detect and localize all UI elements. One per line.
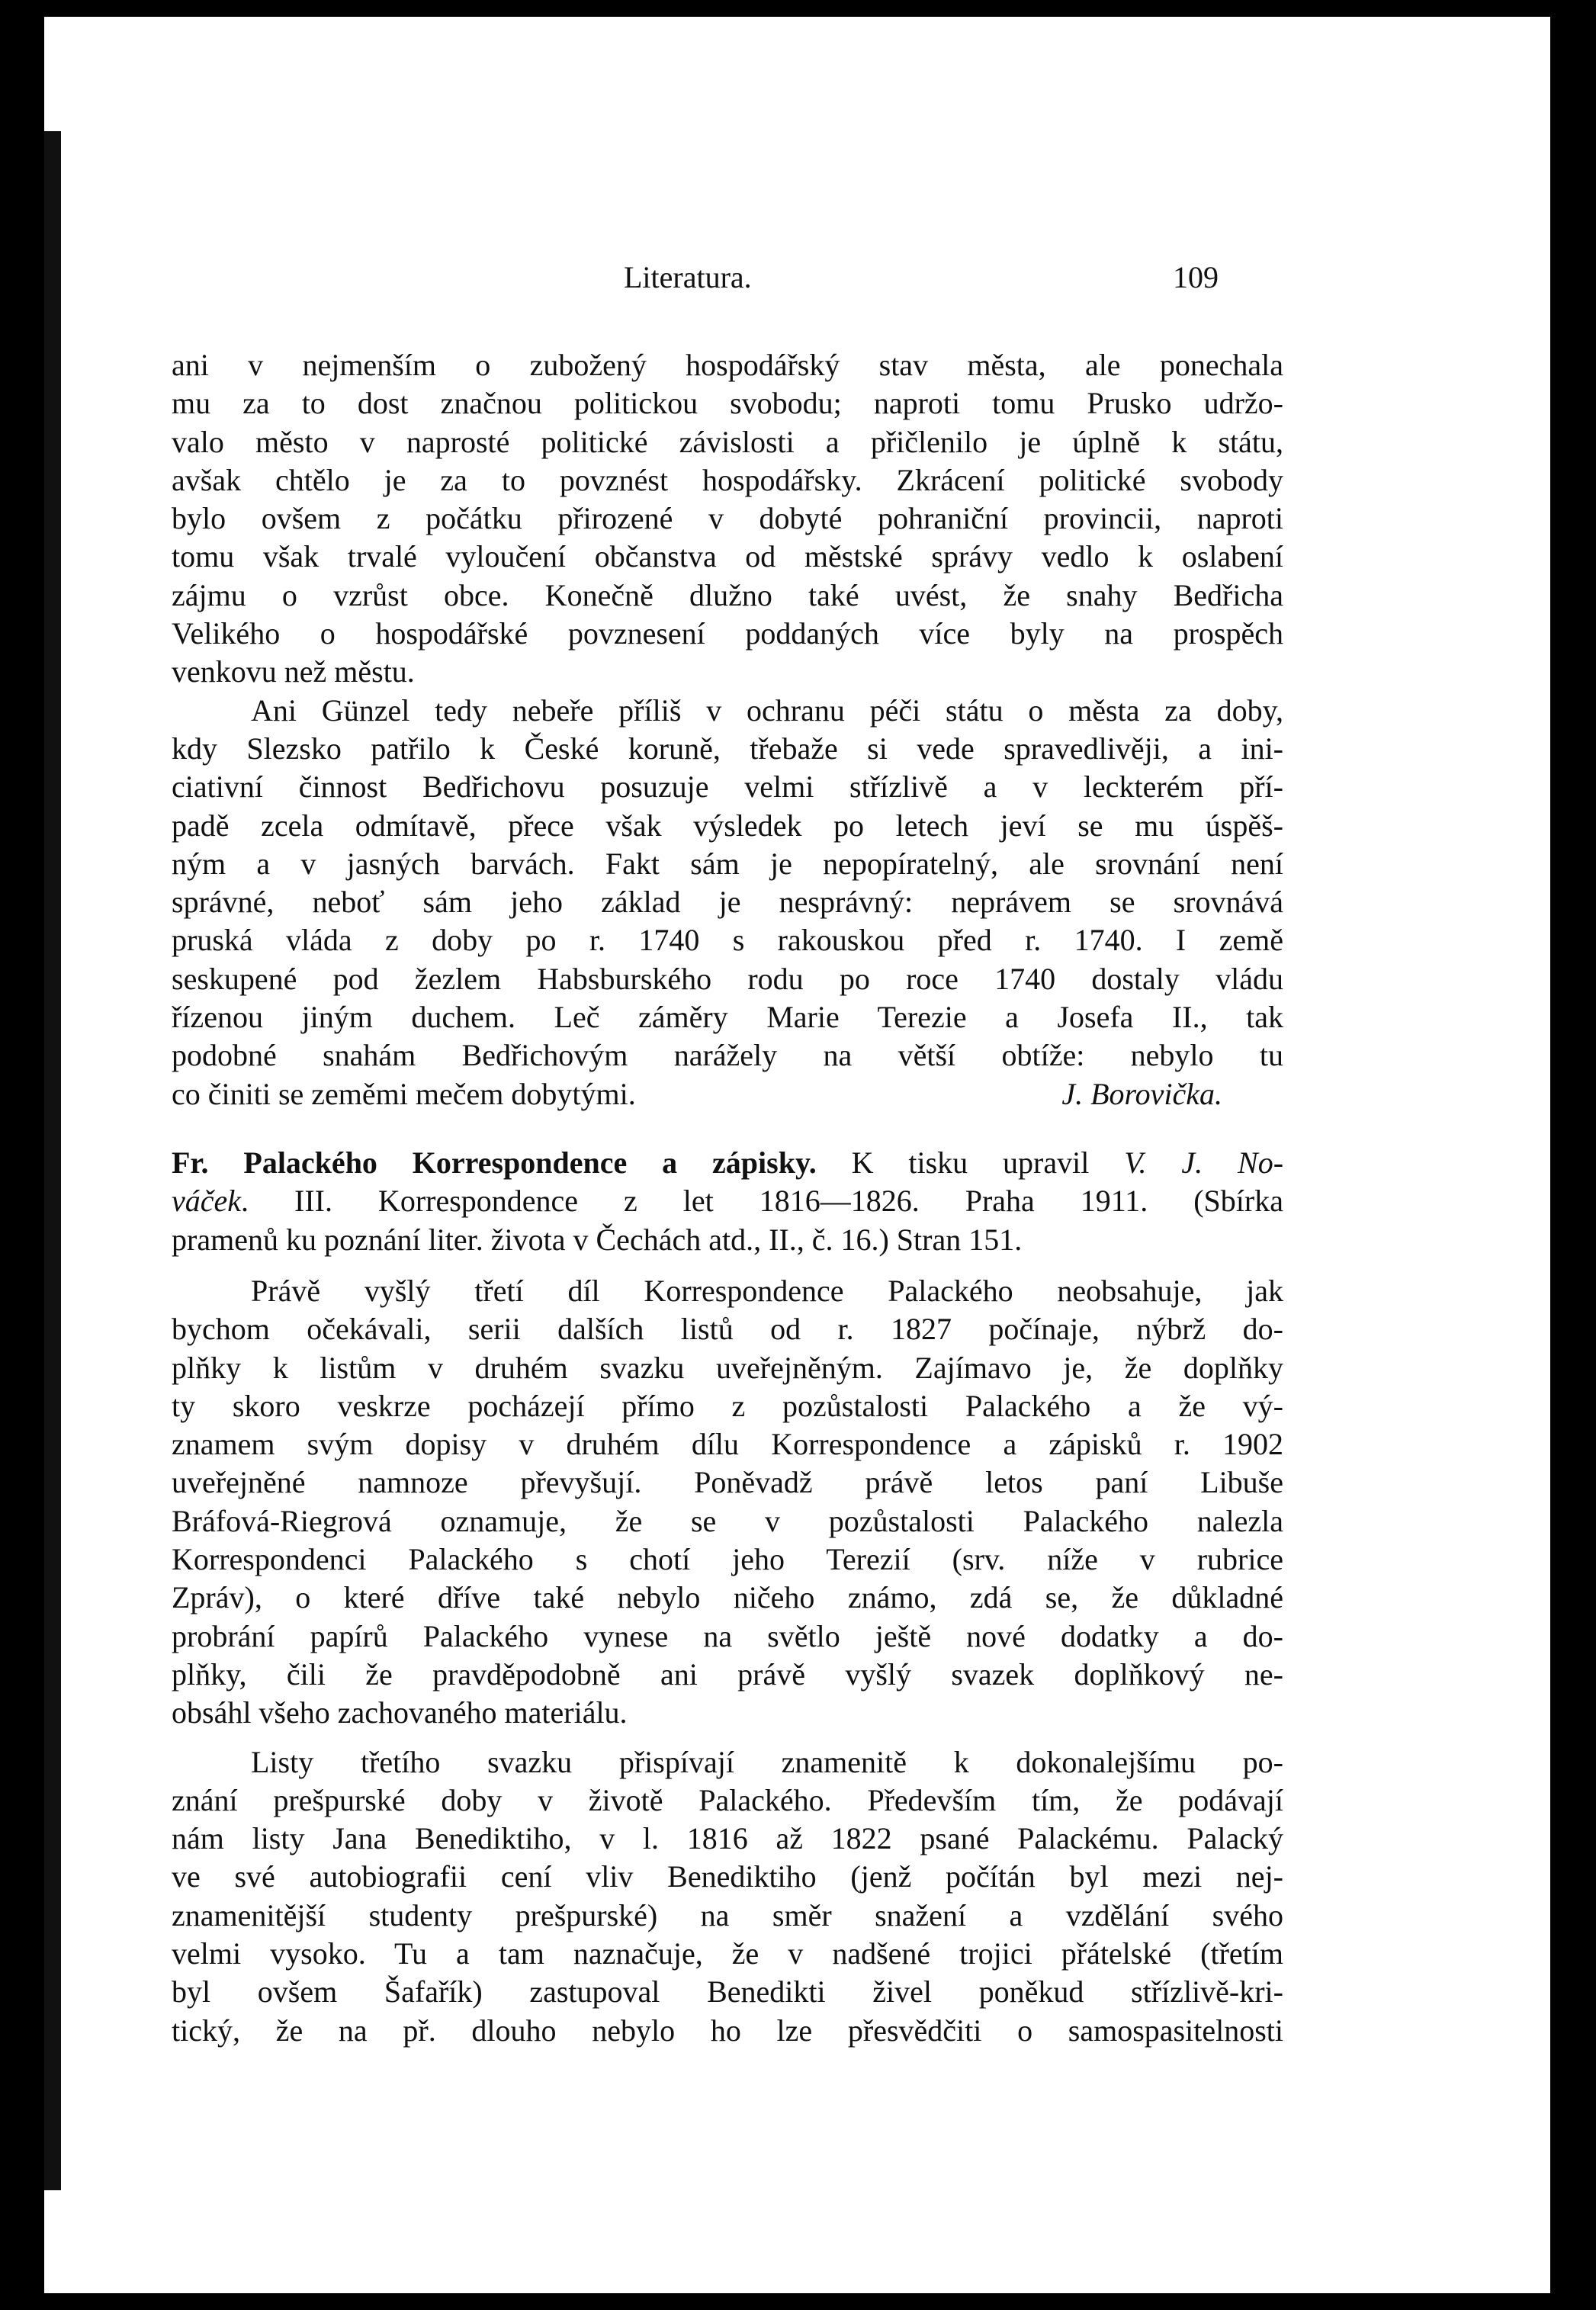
- text-line: uveřejněné namnoze převyšují. Poněvadž právě letos paní Libuše: [172, 1465, 1283, 1500]
- text-line: ty skoro veskrze pocházejí přímo z pozůstalosti Palackého a že vý-: [172, 1388, 1283, 1423]
- text-line: velmi vysoko. Tu a tam naznačuje, že v nadšené trojici přátelské (třetím: [172, 1936, 1283, 1971]
- text-line: pruská vláda z doby po r. 1740 s rakouskou před r. 1740. I země: [172, 923, 1283, 958]
- text-line: probrání papírů Palackého vynese na světlo ještě nové dodatky a do-: [172, 1618, 1283, 1653]
- text-line: avšak chtělo je za to povznést hospodářsky. Zkrácení politické svobody: [172, 462, 1283, 497]
- text-line: mu za to dost značnou politickou svobodu; naproti tomu Prusko udržo-: [172, 386, 1283, 421]
- text-line: zájmu o vzrůst obce. Konečně dlužno také uvést, že snahy Bedřicha: [172, 577, 1283, 612]
- text-line: plňky k listům v druhém svazku uveřejněným. Zajímavo je, že doplňky: [172, 1350, 1283, 1385]
- text-line: byl ovšem Šafařík) zastupoval Benedikti živel poněkud střízlivě-kri-: [172, 1974, 1283, 2010]
- text-line: správné, neboť sám jeho základ je nesprávný: neprávem se srovnává: [172, 885, 1283, 920]
- scan-binding-edge: [44, 131, 61, 2190]
- body-text-lower: [172, 1272, 1283, 2050]
- text-line-with-signature: [172, 1075, 1283, 1113]
- text-line: Bráfová-Riegrová oznamuje, že se v pozůstalosti Palackého nalezla: [172, 1503, 1283, 1538]
- text-line: plňky, čili že pravděpodobně ani právě vyšlý svazek doplňkový ne-: [172, 1656, 1283, 1692]
- text-line: Ani Günzel tedy nebeře příliš v ochranu péči státu o města za doby,: [251, 692, 1283, 728]
- text-line: seskupené pod žezlem Habsburského rodu po roce 1740 dostaly vládu: [172, 961, 1283, 996]
- text-line: bylo ovšem z počátku přirozené v dobyté pohraniční provincii, naproti: [172, 501, 1283, 536]
- text-line: Zpráv), o které dříve také nebylo ničeho známo, zdá se, že důkladné: [172, 1580, 1283, 1615]
- text-line: bychom očekávali, serii dalších listů od r. 1827 počínaje, nýbrž do-: [172, 1312, 1283, 1347]
- review-editor: V. J. No-: [1124, 1145, 1283, 1180]
- text-line: venkovu než městu.: [172, 654, 415, 689]
- text-line: Korrespondenci Palackého s chotí jeho Terezií (srv. níže v rubrice: [172, 1542, 1283, 1577]
- text-line: ciativní činnost Bedřichovu posuzuje velmi střízlivě a v leckterém pří-: [172, 769, 1283, 805]
- text-line: Právě vyšlý třetí díl Korrespondence Palackého neobsahuje, jak: [251, 1274, 1283, 1308]
- review-title-line: [172, 1182, 1283, 1220]
- text-line: tický, že na př. dlouho nebylo ho lze přesvědčiti o samospasitelnosti: [172, 2013, 1283, 2048]
- text-line: řízenou jiným duchem. Leč záměry Marie Terezie a Josefa II., tak: [172, 1000, 1283, 1035]
- text-line: padě zcela odmítavě, přece však výsledek po letech jeví se mu úspěš-: [172, 808, 1283, 843]
- author-signature: J. Borovička.: [1061, 1076, 1222, 1111]
- review-title-line: [172, 1144, 1283, 1182]
- text-line: nám listy Jana Benediktiho, v l. 1816 až 1822 psané Palackému. Palacký: [172, 1821, 1283, 1856]
- review-heading: [172, 1144, 1283, 1259]
- running-title: Literatura.: [624, 260, 752, 294]
- text-line: obsáhl všeho zachovaného materiálu.: [172, 1695, 628, 1730]
- text-line: znamenitější studenty prešpurské) na směr snažení a vzdělání svého: [172, 1897, 1283, 1932]
- review-editor-cont: váček: [172, 1184, 242, 1219]
- review-title-line: pramenů ku poznání liter. života v Čechách atd., II., č. 16.) Stran 151.: [172, 1222, 1023, 1257]
- text-line: ani v nejmenším o zubožený hospodářský stav města, ale ponechala: [172, 348, 1283, 382]
- page-number: 109: [1173, 260, 1219, 294]
- text-line: znamem svým dopisy v druhém dílu Korrespondence a zápisků r. 1902: [172, 1427, 1283, 1462]
- text-line: tomu však trvalé vyloučení občanstva od městské správy vedlo k oslabení: [172, 539, 1283, 574]
- review-bibliography: . III. Korrespondence z let 1816—1826. Praha 1911. (Sbírka: [241, 1184, 1283, 1219]
- text-line: ným a v jasných barvách. Fakt sám je nepopíratelný, ale srovnání není: [172, 846, 1283, 881]
- text-line: znání prešpurské doby v životě Palackého. Především tím, že podávají: [172, 1782, 1283, 1817]
- text-line: Listy třetího svazku přispívají znamenitě k dokonalejšímu po-: [251, 1744, 1283, 1779]
- review-title-rest: K tisku upravil: [816, 1145, 1125, 1180]
- text-line: Velikého o hospodářské povznesení poddaných více byly na prospěch: [172, 616, 1283, 651]
- body-text-upper: [172, 346, 1283, 1113]
- text-line: ve své autobiografii cení vliv Benediktiho (jenž počítán byl mezi nej-: [172, 1859, 1283, 1894]
- book-page: [44, 17, 1550, 2293]
- text-line: valo město v naprosté politické závislosti a přičlenilo je úplně k státu,: [172, 424, 1283, 459]
- text-line: kdy Slezsko patřilo k České koruně, třebaže si vede spravedlivěji, a ini-: [172, 731, 1283, 766]
- review-book-title: Fr. Palackého Korrespondence a zápisky.: [172, 1145, 817, 1180]
- text-line: co činiti se zeměmi mečem dobytými.: [172, 1076, 636, 1111]
- text-line: podobné snahám Bedřichovým narážely na větší obtíže: nebylo tu: [172, 1038, 1283, 1073]
